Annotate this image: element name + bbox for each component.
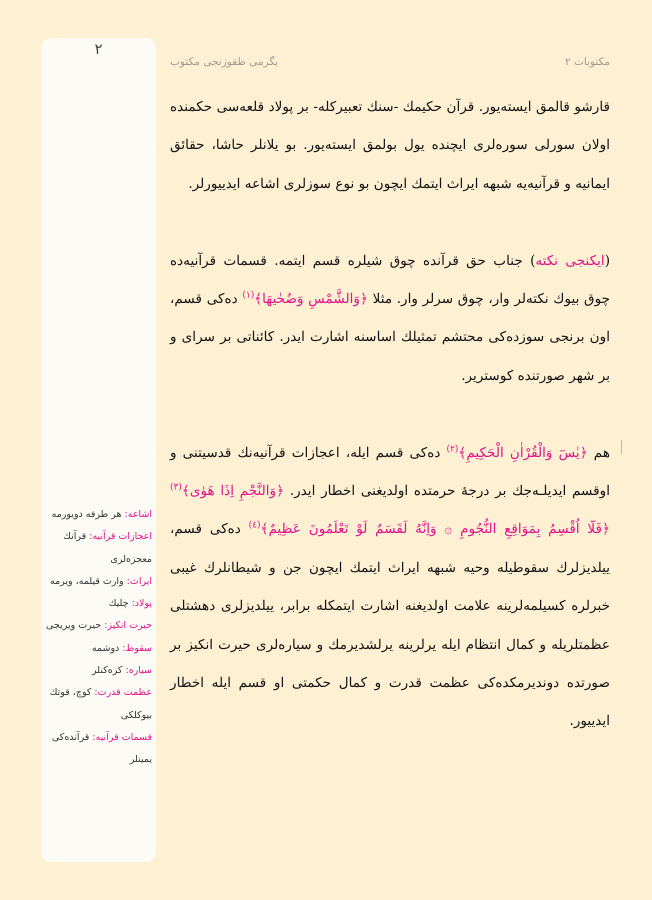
glossary-separator: : (128, 598, 135, 610)
glossary-definition: کزه‌کنلر (91, 665, 123, 677)
glossary-definition: قرآنده‌کی یمینلر (51, 731, 152, 766)
glossary-entry (45, 571, 152, 593)
verse-quote: ﴿فَلَٓا اُقْسِمُ بِمَوَاقِعِ النُّجُومِ ۞ وَاِنَّهُ لَقَسَمٌ لَوْ تَعْلَمُونَ عَظِيمٌ﴾ (260, 521, 611, 538)
glossary-entry (45, 593, 152, 615)
text-run: قارشو قالمق ایسته‌یور. قرآن حکیمك -سنك تعبیرکله- بر پولاد قلعه‌سی حکمنده اولان سورلی سوره‌لری ایچنده یول بولمق ایسته‌یور. بو یلانلر حاشا، حقائق ایمانیه و قرآنیه‌یه شبهه ایراث ایتمك ایچون بو نوع سوزلری اشاعه ایدییورلر. (170, 99, 610, 192)
glossary-term: اعجازات قرآنیه (92, 531, 152, 543)
text-run: ) جناب حق قرآنده چوق شیلره قسم ایتمه. قسمات قرآنیه‌ده چوق بیوك نکته‌لر وار، چوق سرلر وار. مثلا (170, 252, 610, 308)
section-heading: ایکنجی نکته (535, 252, 605, 269)
paragraph (170, 88, 610, 203)
glossary-definition: قرآنك معجزه‌لری (63, 531, 152, 565)
glossary-term: پولاد (134, 598, 152, 610)
glossary-separator: : (86, 531, 93, 543)
glossary-term: عظمت قدرت (97, 687, 152, 699)
glossary-definition: چلیك (108, 598, 129, 610)
glossary-entry (45, 660, 152, 682)
paragraph-gap (170, 395, 610, 433)
footnote-marker: (٢) (446, 444, 459, 455)
glossary-definition: حیرت ویریجی (46, 620, 102, 632)
paragraph (170, 242, 610, 396)
text-run: ( (604, 252, 610, 269)
paragraph (170, 434, 610, 741)
glossary-entry (45, 682, 152, 727)
footnote-marker: (٣) (170, 482, 182, 493)
header-book-title: مکتوبات ٢ (564, 56, 610, 68)
text-run: ده‌کی قسم، اون برنجی سوزده‌کی محتشم تمثیلك اساسنه اشارت ایدر. کائناتی بر سرای و بر شهر صورتنده کوستریر. (170, 291, 610, 384)
glossary-entry (45, 638, 152, 660)
glossary-entry (45, 504, 152, 526)
page-number: ٢ (94, 40, 103, 58)
paragraph-gap (170, 203, 610, 241)
verse-quote: ﴿وَالنَّجْمِ اِذَا هَوٰى﴾ (181, 483, 285, 500)
text-run: ده‌کی قسم، ییلدیزلرك سقوطیله وحیه شبهه ایراث ایتمك ایچون جن و شیطانلرك غیبی خبرلره کسیلمه‌لرینه علامت اولدیغنه اشارت ایتمکله برابر، ییلدیزلری دهشتلی عظمتلریله و کمال انتظام ایله یرلرینه یرلشدیرمك و سیاره‌لری حیرت انکیز بر صورتده دوندیرمکده‌کی عظمت قدرت و کمال حکمتی او قسم ایله اخطار ایدییور. (170, 521, 610, 730)
glossary-term: حیرت انکیز (107, 620, 152, 632)
glossary-separator: : (119, 642, 126, 654)
glossary-definition: دوشمه (91, 642, 120, 654)
glossary-term: ایراث (129, 575, 152, 587)
verse-quote: ﴿يٰسٓ وَالْقُرْاٰنِ الْحَكِيمِ﴾ (458, 444, 588, 461)
footnote-marker: (٤) (248, 520, 261, 531)
glossary-sidebar (41, 38, 156, 862)
text-run: ده‌کی قسم ایله، اعجازات قرآنیه‌نك قدسیتنی و اوقسم ایدیلـه‌جك بر درجهٔ حرمتده اولدیغنی اخطار ایدر. (170, 444, 611, 500)
page-header (170, 56, 610, 76)
glossary-term: قسمات قرآنیه (95, 731, 152, 743)
glossary-separator: : (122, 665, 129, 677)
glossary-list (45, 504, 152, 772)
glossary-definition: کوچ، قوتك بیوکلکی (49, 687, 152, 721)
glossary-entry (45, 526, 152, 571)
text-run: هم (587, 444, 611, 461)
glossary-entry (45, 727, 152, 772)
glossary-separator: : (91, 687, 98, 699)
main-text (170, 88, 610, 741)
glossary-entry (45, 615, 152, 637)
header-title: یگرمی طقوزنجی مکتوب (170, 56, 279, 68)
glossary-definition: وارث قیلمه، ویرمه (49, 575, 124, 587)
glossary-separator: : (101, 620, 108, 632)
margin-mark (621, 440, 622, 454)
glossary-separator: : (89, 731, 96, 743)
footnote-marker: (١) (242, 290, 255, 301)
glossary-term: سقوط (125, 642, 152, 654)
glossary-definition: هر طرفه دویورمه (51, 509, 122, 520)
glossary-separator: : (123, 575, 130, 587)
glossary-term: اشاعه (127, 509, 152, 520)
glossary-term: سیاره (128, 665, 152, 677)
glossary-separator: : (121, 509, 128, 520)
verse-quote: ﴿وَالشَّمْسِ وَضُحٰيهَا﴾ (254, 291, 368, 308)
